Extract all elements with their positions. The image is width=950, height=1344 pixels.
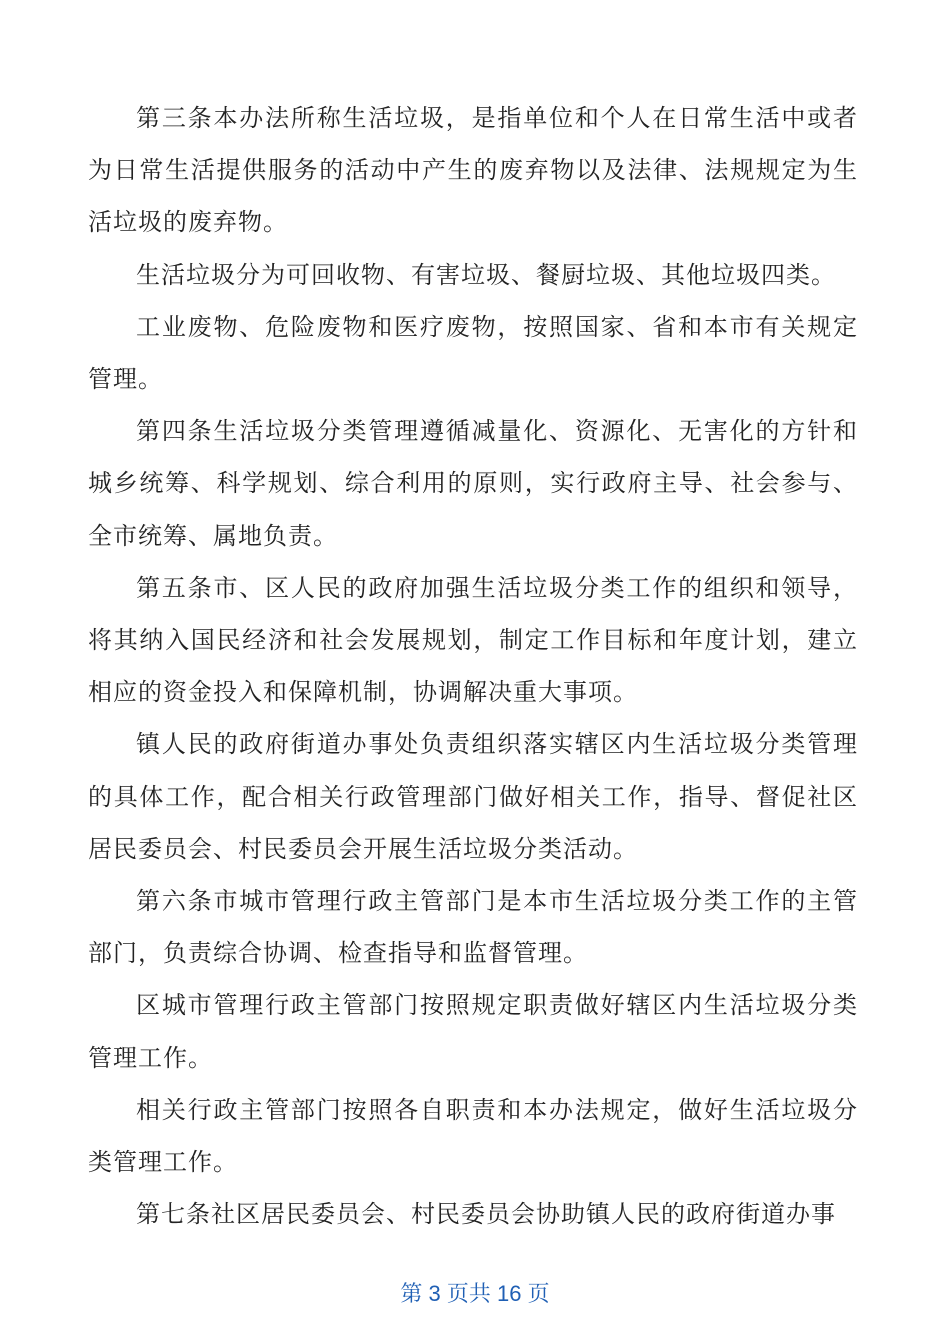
paragraph-article-3: 第三条本办法所称生活垃圾，是指单位和个人在日常生活中或者为日常生活提供服务的活动中产生的废弃物以及法律、法规规定为生活垃圾的废弃物。 xyxy=(88,104,858,237)
paragraph-related-departments: 相关行政主管部门按照各自职责和本办法规定，做好生活垃圾分类管理工作。 xyxy=(88,1095,858,1177)
paragraph-article-4: 第四条生活垃圾分类管理遵循减量化、资源化、无害化的方针和城乡统筹、科学规划、综合利用的原则，实行政府主导、社会参与、全市统筹、属地负责。 xyxy=(88,417,858,550)
paragraph-article-6: 第六条市城市管理行政主管部门是本市生活垃圾分类工作的主管部门，负责综合协调、检查指导和监督管理。 xyxy=(88,887,858,968)
paragraph-categories: 生活垃圾分为可回收物、有害垃圾、餐厨垃圾、其他垃圾四类。 xyxy=(136,260,836,289)
page-number-footer: 第 3 页共 16 页 xyxy=(400,1281,550,1306)
paragraph-industrial-waste: 工业废物、危险废物和医疗废物，按照国家、省和本市有关规定管理。 xyxy=(88,312,858,394)
paragraph-article-7: 第七条社区居民委员会、村民委员会协助镇人民的政府街道办事 xyxy=(136,1200,836,1229)
paragraph-street-office: 镇人民的政府街道办事处负责组织落实辖区内生活垃圾分类管理的具体工作，配合相关行政管理部门做好相关工作，指导、督促社区居民委员会、村民委员会开展生活垃圾分类活动。 xyxy=(88,730,858,863)
paragraph-article-5: 第五条市、区人民的政府加强生活垃圾分类工作的组织和领导，将其纳入国民经济和社会发展规划，制定工作目标和年度计划，建立相应的资金投入和保障机制，协调解决重大事项。 xyxy=(88,573,858,707)
document-body xyxy=(88,92,858,1240)
paragraph-district-department: 区城市管理行政主管部门按照规定职责做好辖区内生活垃圾分类管理工作。 xyxy=(88,991,858,1072)
